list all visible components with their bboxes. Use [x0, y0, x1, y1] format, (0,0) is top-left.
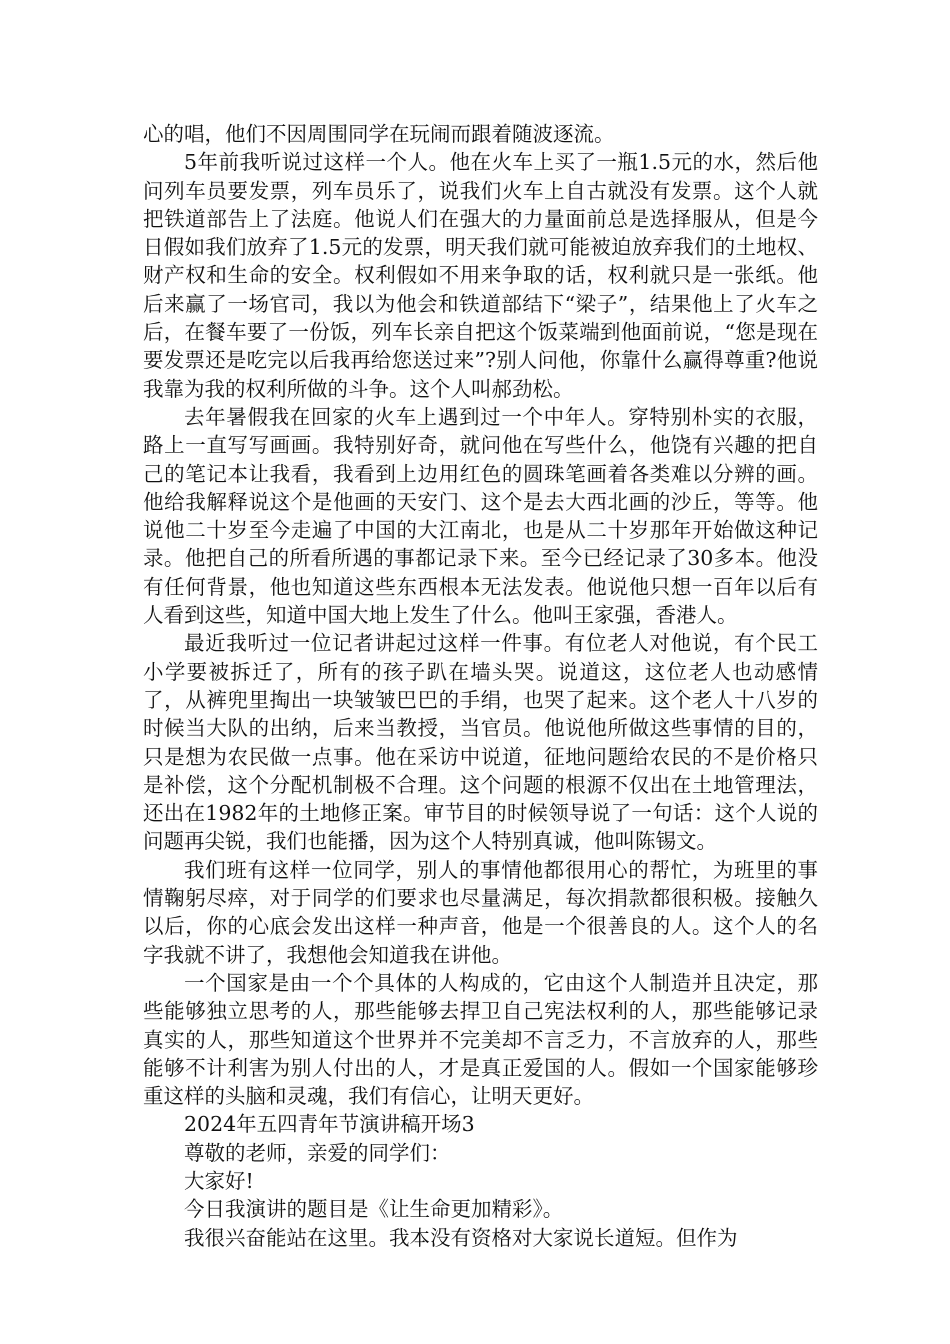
paragraph-hao-jinsong: 5年前我听说过这样一个人。他在火车上买了一瓶1.5元的水，然后他问列车员要发票，列车员乐了，说我们火车上自古就没有发票。这个人就把铁道部告上了法庭。他说人们在强大的力量面前总是选择服从，但是今日假如我们放弃了1.5元的发票，明天我们就可能被迫放弃我们的土地权、财产权和生命的安全。权利假如不用来争取的话，权利就只是一张纸。他后来赢了一场官司，我以为他会和铁道部结下“梁子”，结果他上了火车之后，在餐车要了一份饭，列车长亲自把这个饭菜端到他面前说，“您是现在要发票还是吃完以后我再给您送过来”?别人问他，你靠什么赢得尊重?他说我靠为我的权利所做的斗争。这个人叫郝劲松。	[143, 150, 818, 401]
speech-title: 2024年五四青年节演讲稿开场3	[184, 1112, 475, 1137]
greeting: 大家好!	[184, 1168, 254, 1193]
paragraph-wang-jiaqiang: 去年暑假我在回家的火车上遇到过一个中年人。穿特别朴实的衣服，路上一直写写画画。我特别好奇，就问他在写些什么，他饶有兴趣的把自己的笔记本让我看，我看到上边用红色的圆珠笔画着各类难以分辨的画。他给我解释说这个是他画的天安门、这个是去大西北画的沙丘，等等。他说他二十岁至今走遍了中国的大江南北，也是从二十岁那年开始做这种记录。他把自己的所看所遇的事都记录下来。至今已经记录了30多本。他没有任何背景，他也知道这些东西根本无法发表。他说他只想一百年以后有人看到这些，知道中国大地上发生了什么。他叫王家强，香港人。	[143, 404, 818, 628]
paragraph-conclusion: 一个国家是由一个个具体的人构成的，它由这个人制造并且决定，那些能够独立思考的人，那些能够去捍卫自己宪法权利的人，那些能够记录真实的人，那些知道这个世界并不完美却不言乏力，不言放弃的人，那些能够不计利害为别人付出的人，才是真正爱国的人。假如一个国家能够珍重这样的头脑和灵魂，我们有信心，让明天更好。	[143, 970, 818, 1109]
salutation: 尊敬的老师，亲爱的同学们：	[184, 1140, 451, 1165]
paragraph-chen-xiwen: 最近我听过一位记者讲起过这样一件事。有位老人对他说，有个民工小学要被拆迁了，所有的孩子趴在墙头哭。说道这，这位老人也动感情了，从裤兜里掏出一块皱皱巴巴的手绢，也哭了起来。这个老人十八岁的时候当大队的出纳，后来当教授，当官员。他说他所做这些事情的目的，只是想为农民做一点事。他在采访中说道，征地问题给农民的不是价格只是补偿，这个分配机制极不合理。这个问题的根源不仅出在土地管理法，还出在1982年的土地修正案。审节目的时候领导说了一句话：这个人说的问题再尖锐，我们也能播，因为这个人特别真诚，他叫陈锡文。	[143, 631, 818, 854]
paragraph-opening: 我很兴奋能站在这里。我本没有资格对大家说长道短。但作为	[184, 1225, 738, 1250]
paragraph-continuation: 心的唱，他们不因周围同学在玩闹而跟着随波逐流。	[143, 122, 615, 146]
speech-topic: 今日我演讲的题目是《让生命更加精彩》。	[184, 1197, 564, 1222]
paragraph-classmate: 我们班有这样一位同学，别人的事情他都很用心的帮忙，为班里的事情鞠躬尽瘁，对于同学的们要求也尽量满足，每次捐款都很积极。接触久以后，你的心底会发出这样一种声音，他是一个很善良的人。这个人的名字我就不讲了，我想他会知道我在讲他。	[143, 857, 818, 967]
document-body	[143, 120, 818, 1252]
